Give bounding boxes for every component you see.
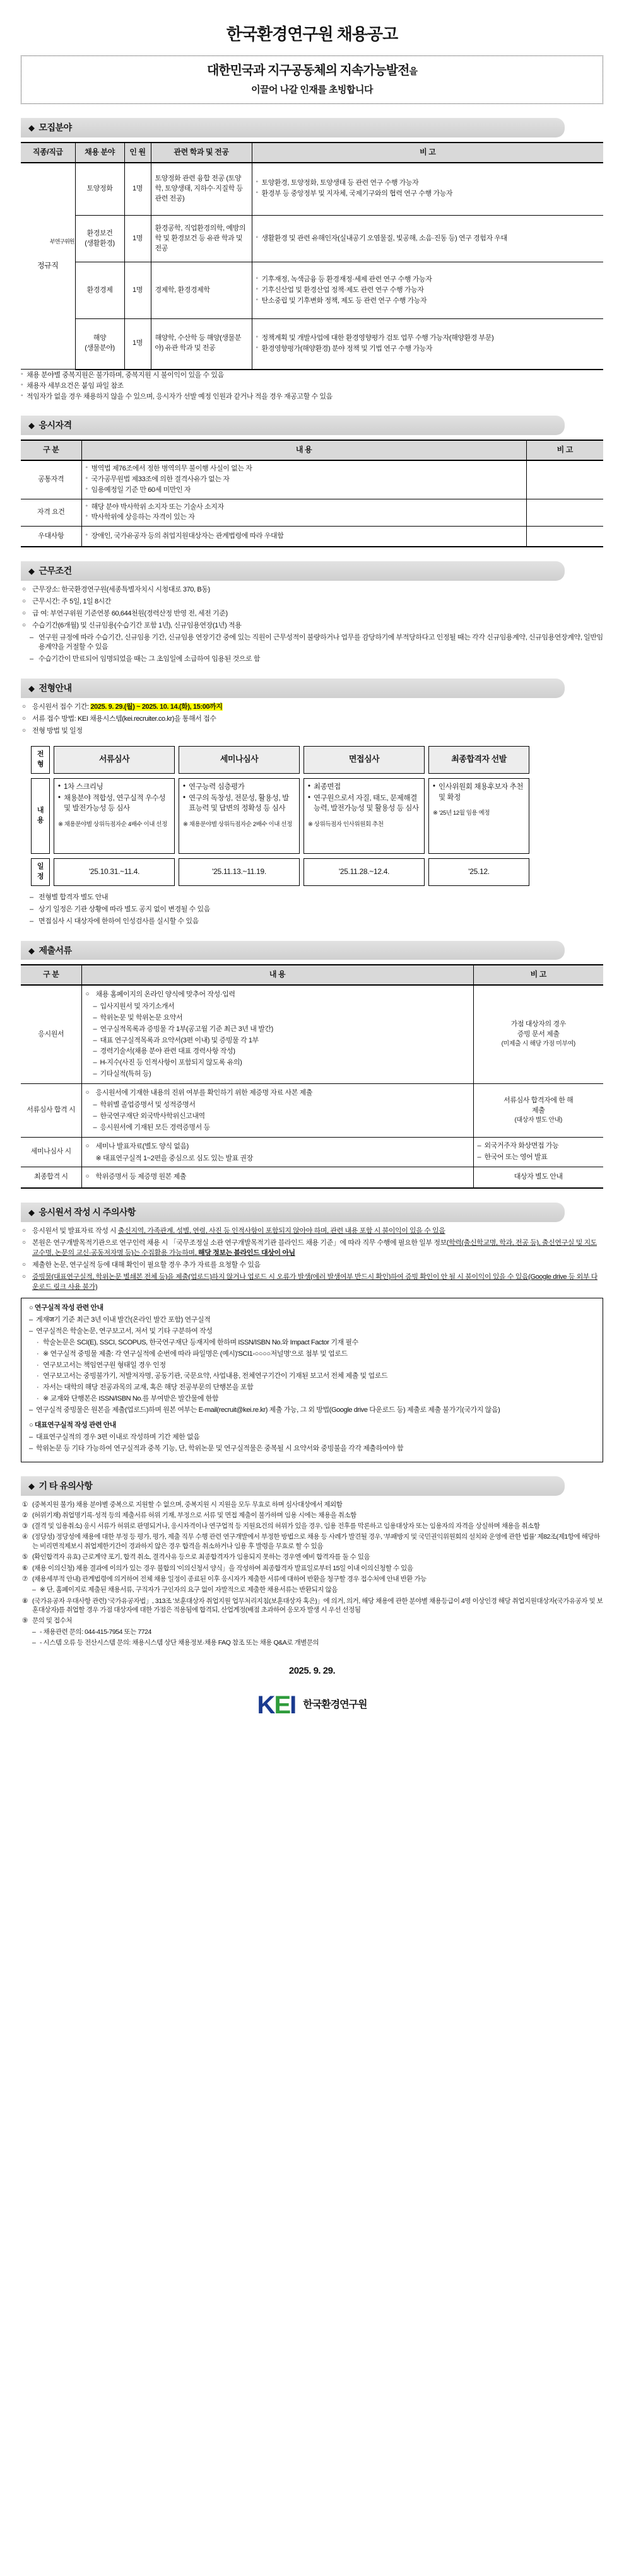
remark-small: (미제출 시 해당 가점 미부여) — [501, 1040, 575, 1048]
doc-sub: – 연구실적목록과 증빙물 각 1부(공고월 기준 최근 3년 내 발간) — [93, 1025, 469, 1035]
cell-remarks: 대상자 별도 안내 — [473, 1167, 603, 1188]
field-value: 해양 — [93, 334, 107, 342]
note-item: ◦ 토양환경, 토양정화, 토양생태 등 관련 연구 수행 가능자 — [256, 178, 600, 189]
cell-content — [81, 1138, 473, 1167]
note-text: (채용 이의신청) 채용 결과에 이의가 있는 경우 불합의 '이의신청서 양식」을 작성하여 최종합격자 발표일로부터 15일 이내 이의신청할 수 있음 — [32, 1564, 413, 1572]
cell-count — [124, 262, 151, 319]
doc-main: ○ 세미나 발표자료(별도 양식 없음) — [86, 1142, 469, 1152]
cell-content — [81, 1084, 473, 1138]
eligibility-table — [21, 440, 603, 547]
condition-subitem: – 연구원 규정에 따라 수습기간, 신규임용 기간, 신규임용 연장기간 중에 있는 직원이 근무성적이 불량하거나 업무를 감당하기에 부적당하다고 인정될 때는 각각 신규임용계약, 신규임용연장계약, 일반임용계약을 거절할 수 있음 — [22, 633, 603, 653]
table-header-row — [21, 965, 603, 984]
flow-content-row — [31, 778, 529, 854]
list-item: ◦ 임용예정일 기준 만 60세 미만인 자 — [86, 486, 522, 496]
process-flow — [27, 742, 603, 890]
research-item: – 게재ज기 기준 최근 3년 이내 발간(온라인 발간 포함) 연구실적 — [29, 1315, 595, 1326]
flow-stage-name: 서류심사 — [54, 746, 175, 774]
cell-notes — [252, 163, 603, 216]
research-subitem: · 학술논문은 SCI(E), SSCI, SCOPUS, 한국연구재단 등재지에 한하며 ISSN/ISBN No.와 Impact Factor 기재 필수 — [29, 1338, 595, 1348]
list-item: ◦ 해당 분야 박사학위 소지자 또는 기술사 소지자 — [86, 503, 522, 513]
flow-stage-content — [303, 778, 425, 854]
note-text: (정당성) 정당성에 채용에 대한 부정 등 평가, 평가, 제출 직무 수행 관련 연구개발에서 부정한 방법으로 채용 등 사례가 발견될 경우, '부패방지 및 국민권익위원회의 설치와 운영에 관한 법률' 제82조(제1항에 해당하는 비리면적제보시 취업제한기간이 경과하지 않은 경우 합격을 취소하거나 임용 후 발령을 무효로 할 수 있음 — [32, 1533, 600, 1551]
caution-item — [22, 1238, 603, 1259]
flow-bullets — [183, 782, 295, 814]
caution-text-underline: 학력(출신학교명, 학과, 전공 등), 출신연구실 및 지도교수명, 논문의 교신·공동저자명 등)는 수집활용 가능하며, — [32, 1239, 598, 1257]
diamond-icon: ◆ — [28, 1208, 35, 1218]
condition-item: ○ 근무장소: 한국환경연구원(세종특별자치시 시청대로 370, B동) — [22, 585, 603, 595]
kei-logo — [257, 1687, 296, 1723]
cell-major — [151, 319, 252, 370]
diamond-icon: ◆ — [28, 1481, 35, 1491]
field-sub-value: (생활환경) — [85, 239, 115, 247]
cell-label: 최종합격 시 — [21, 1167, 81, 1188]
note-number: ③ — [22, 1522, 28, 1530]
cell-label: 서류심사 합격 시 — [21, 1084, 81, 1138]
logo-letter-i: I — [290, 1691, 296, 1719]
cell-notes — [252, 262, 603, 319]
research-box-title-text: 연구실적 작성 관련 안내 — [34, 1303, 103, 1312]
footnote-item: ◦ 적임자가 없을 경우 채용하지 않을 수 있으며, 응시자가 선발 예정 인원과 같거나 적을 경우 재공고할 수 있음 — [21, 392, 603, 402]
cell-notes — [252, 319, 603, 370]
section-title-process: 전형안내 — [38, 683, 72, 694]
col-content: 내 용 — [81, 440, 526, 460]
field-value: 환경경제 — [86, 286, 113, 294]
caution-text: 응시원서 및 발표자료 작성 시 — [32, 1227, 118, 1235]
cell-content — [81, 499, 526, 527]
col-remarks: 비 고 — [473, 965, 603, 984]
note-number: ⑦ — [22, 1575, 28, 1583]
cell-remarks — [526, 460, 603, 499]
note-number: ④ — [22, 1533, 28, 1541]
research-subitem: · 연구보고서는 책임연구원 형태일 경우 인정 — [29, 1361, 595, 1371]
note-text: (결격 및 임용취소) 응시 서류가 허위로 판명되거나, 응시자격이나 연구업적 등 지원요건의 허위가 있을 경우, 임용 전후를 막론하고 임용대상자 또는 임용자의 자격을 상실하며 채용을 취소함 — [32, 1522, 540, 1530]
flow-stage-name: 면접심사 — [303, 746, 425, 774]
caution-text: 제출한 논문, 연구실적 등에 대해 확인이 필요할 경우 추가 자료를 요청할 수 있음 — [32, 1261, 261, 1269]
diamond-icon: ◆ — [28, 123, 35, 133]
others-list — [22, 1500, 603, 1648]
section-heading-cautions — [21, 1203, 565, 1222]
flow-stage-content — [428, 778, 529, 854]
col-job-type: 직종/직급 — [21, 143, 75, 162]
job-rank-label: 부연구위원 — [50, 238, 74, 245]
org-name: 한국환경연구원 — [303, 1699, 367, 1711]
cell-remarks — [473, 1138, 603, 1167]
doc-sub: – 경력기술서(채용 분야 관련 대표 경력사항 작성) — [93, 1047, 469, 1057]
flow-bullet: • 연구능력 심층평가 — [183, 782, 295, 793]
notes-list — [256, 334, 600, 354]
flow-stage-date: '25.11.13.~11.19. — [179, 858, 300, 886]
note-text: (확인합격자 유효) 근로계약 포기, 합격 취소, 결격사유 등으로 최종합격자가 임용되지 못하는 경우엔 예비 합격자를 둘 수 있음 — [32, 1553, 370, 1561]
doc-sub: – 입사지원서 및 자기소개서 — [93, 1002, 469, 1012]
table-row — [21, 319, 603, 370]
list-item: ◦ 병역법 제76조에서 정한 병역의무 불이행 사실이 없는 자 — [86, 464, 522, 474]
flow-note: ※ 채용분야별 상위득점자순 2배수 이내 선정 — [183, 820, 292, 828]
research-item: – 연구실적은 학술논문, 연구보고서, 저서 및 기타 구분하여 작성 — [29, 1327, 595, 1337]
col-remarks: 비 고 — [526, 440, 603, 460]
other-subnote: – - 채용관련 문의: 044-415-7954 또는 7724 — [22, 1628, 603, 1637]
flow-bullet: • 연구의 독창성, 전문성, 활용성, 발표능력 및 답변의 정확성 등 심사 — [183, 793, 295, 814]
col-division: 구 분 — [21, 965, 81, 984]
doc-sub: – 학위별 졸업증명서 및 성적증명서 — [93, 1100, 469, 1110]
cell-major — [151, 163, 252, 216]
other-subnote: – ※ 단, 홈페이지로 제출된 채용서류, 구직자가 구인자의 요구 없이 자발적으로 제출한 채용서류는 반환되지 않음 — [22, 1585, 603, 1595]
flow-note: ※ 채용분야별 상위득점자순 4배수 이내 선정 — [58, 820, 167, 828]
cell-remarks — [473, 985, 603, 1084]
conditions-list — [22, 585, 603, 665]
caution-text-bold: 해당 정보는 블라인드 대상이 아님 — [197, 1249, 295, 1257]
process-footnote: – 면접심사 시 대상자에 한하여 인성검사를 실시할 수 있음 — [22, 917, 603, 927]
condition-item: ○ 수습기간(6개월) 및 신규임용(수습기간 포함 1년), 신규임용연장(1년) 적용 — [22, 621, 603, 631]
note-text: (국가유공자 우대사항 관련) '국가유공자법」, 313조 '보훈대상자 취업지원 업무처리지침(보훈대상자 혹은)」에 의거, 의거, 해당 채용에 관한 분야별 채용등급이 4명 이상인경 해당 취업지원대상자(국가유공자 및 보훈대상자)를 취업할 경우 가점 대상자에 대한 가점은 적용됨에 합격되, 산업계정(배점 초과하여 응모자 발생 시 우선 선정됨 — [32, 1597, 603, 1614]
cell-remarks — [473, 1084, 603, 1138]
process-footnotes — [22, 893, 603, 927]
flow-note: ※ '25년 12월 임용 예정 — [433, 810, 490, 817]
flow-stage-name: 세미나심사 — [179, 746, 300, 774]
section-title-documents: 제출서류 — [38, 945, 72, 955]
circle-icon: ○ — [29, 1303, 33, 1312]
cell-major — [151, 262, 252, 319]
apply-period-label: 응시원서 접수 기간: — [32, 703, 89, 711]
section-title-recruit: 모집분야 — [38, 122, 72, 133]
other-note — [22, 1616, 603, 1626]
remark-dash: – 한국어 또는 영어 발표 — [478, 1153, 600, 1163]
table-row — [21, 1167, 603, 1188]
note-text: (허위기재) 취업명기록·성적 등의 제출서류 허위 기재, 부정으로 서류 및 면접 제출이 불가하며 임용 시에는 채용을 취소함 — [32, 1512, 356, 1520]
job-type-value: 정규직 — [37, 261, 59, 271]
note-number: ① — [22, 1500, 28, 1508]
flow-stage-name: 최종합격자 선발 — [428, 746, 529, 774]
flow-stage-date: '25.12. — [428, 858, 529, 886]
content-list — [86, 532, 522, 542]
apply-period-row — [22, 702, 603, 713]
flow-bullet: • 인사위원회 채용후보자 추천 및 확정 — [433, 782, 525, 803]
flow-row-label-stage: 전형 — [31, 746, 50, 774]
method-label: ○ 전형 방법 및 일정 — [22, 726, 603, 737]
note-number: ⑤ — [22, 1553, 28, 1561]
page-title: 한국환경연구원 채용공고 — [226, 25, 398, 44]
section-heading-documents — [21, 941, 565, 960]
notes-list — [256, 275, 600, 306]
other-note — [22, 1597, 603, 1615]
note-item: ◦ 기후재정, 녹색금융 등 환경재정·세제 관련 연구 수행 가능자 — [256, 275, 600, 285]
footnote-item: ◦ 채용 분야별 중복지원은 불가하며, 중복지원 시 불이익이 있을 수 있음 — [21, 371, 603, 381]
table-row — [21, 216, 603, 262]
table-row — [21, 499, 603, 527]
notes-list — [256, 178, 600, 199]
flow-bullet: • 연구원으로서 자질, 태도, 문제해결 능력, 발전가능성 및 활용성 등 심사 — [308, 793, 420, 814]
circle-icon: ○ — [29, 1421, 33, 1430]
remark-line: 가점 대상자의 경우 — [510, 1020, 566, 1029]
list-item: ◦ 장애인, 국가유공자 등의 취업지원대상자는 관계법령에 따라 우대함 — [86, 532, 522, 542]
doc-sub: – 학위논문 및 학위논문 요약서 — [93, 1013, 469, 1023]
condition-item: ○ 급 여: 부연구위원 기준연봉 60,644천원(경력산정 반영 전, 세전 기준) — [22, 609, 603, 619]
caution-item — [22, 1261, 603, 1271]
submit-method: ○ 서류 접수 방법: KEI 채용시스템(kei.recruiter.co.kr)을 통해서 접수 — [22, 714, 603, 725]
cell-content — [81, 1167, 473, 1188]
cell-label: 세미나심사 시 — [21, 1138, 81, 1167]
table-row — [21, 262, 603, 319]
flow-row-label-content: 내용 — [31, 778, 50, 854]
flow-note: ※ 상위득점자 인사위원회 추천 — [308, 820, 384, 828]
doc-star: ※ 대표연구실적 1~2편을 중심으로 심도 있는 발표 권장 — [95, 1154, 253, 1162]
flow-bullets — [433, 782, 525, 803]
cell-major — [151, 216, 252, 262]
note-item: ◦ 환경영향평가(해양환경) 분야 정책 및 기법 연구 수행 가능자 — [256, 344, 600, 354]
note-number: ⑧ — [22, 1597, 28, 1605]
logo-letter-e: E — [274, 1691, 290, 1719]
org-name-block — [303, 1698, 367, 1712]
note-number: ⑥ — [22, 1564, 28, 1572]
condition-item: ○ 근무시간: 주 5일, 1일 8시간 — [22, 597, 603, 607]
subtitle-particle: 을 — [409, 66, 418, 76]
cell-label: 우대사항 — [21, 527, 81, 547]
note-number: ⑨ — [22, 1617, 28, 1625]
research-subitem: · ※ 연구실적 중빙물 제출: 각 연구실적에 순번에 따라 파일명은 (예시)'SCI1-○○○○저널명'으로 첨부 및 업로드 — [29, 1349, 595, 1360]
cell-remarks — [526, 527, 603, 547]
remark-small: (대상자 별도 안내) — [514, 1116, 562, 1124]
doc-sub: – 기타실적(특허 등) — [93, 1069, 469, 1080]
section-title-conditions: 근무조건 — [38, 565, 72, 576]
section-heading-conditions — [21, 561, 565, 581]
remark-dash: – 외국거주자 화상면접 가능 — [478, 1141, 600, 1151]
doc-sub: – H-지수(사진 등 인적사항이 포함되지 않도록 유의) — [93, 1058, 469, 1068]
count-value: 1명 — [132, 339, 143, 347]
cell-label: 자격 요건 — [21, 499, 81, 527]
flow-bullet: • 1차 스크리닝 — [58, 782, 170, 793]
cell-job-type — [21, 163, 75, 370]
process-flow-table — [27, 742, 533, 890]
caution-text-underline: 출신지역, 가족관계, 성별, 연령, 사진 등 인적사항이 포함되지 않아야 하며, 관련 내용 포함 시 불이익이 있을 수 있음 — [118, 1227, 445, 1235]
flow-stage-date: '25.11.28.~12.4. — [303, 858, 425, 886]
diamond-icon: ◆ — [28, 566, 35, 576]
cell-notes — [252, 216, 603, 262]
section-title-others: 기 타 유의사항 — [38, 1481, 93, 1491]
recruit-table — [21, 142, 603, 370]
research-item: – 연구실적 중빙물은 원본을 제출(업로드)하며 원본 여부는 E-mail(recruit@kei.re.kr) 제출 가능, 그 외 방법(Google drive 다운로드 등) 제출로 제출 불가기(국가지 않음) — [29, 1406, 595, 1416]
subtitle-line-2: 이끌어 나갈 인재를 초빙합니다 — [251, 84, 373, 95]
table-header-row — [21, 440, 603, 460]
cell-count — [124, 319, 151, 370]
notes-list — [256, 234, 600, 244]
other-note — [22, 1575, 603, 1584]
note-item: ◦ 탄소중립 및 기후변화 정책, 제도 등 관련 연구 수행 가능자 — [256, 296, 600, 306]
remark-line: 증빙 문서 제출 — [517, 1030, 560, 1039]
content-list — [86, 503, 522, 523]
table-row — [21, 163, 603, 216]
cell-count — [124, 216, 151, 262]
table-row — [21, 527, 603, 547]
footnote-item: ◦ 채용자 세부요건은 붙임 파일 참조 — [21, 382, 603, 392]
diamond-icon: ◆ — [28, 684, 35, 694]
note-item: ◦ 생활환경 및 관련 유해인자(실내공기 오염물질, 빛공해, 소음·진동 등) 연구 경험자 우대 — [256, 234, 600, 244]
other-note — [22, 1564, 603, 1573]
field-value: 토양정화 — [86, 184, 113, 192]
col-major: 관련 학과 및 전공 — [151, 143, 252, 162]
count-value: 1명 — [132, 286, 143, 294]
table-row — [21, 985, 603, 1084]
cell-field — [75, 216, 124, 262]
other-subnote: – - 시스템 오류 등 전산시스템 문의: 채용시스템 상단 채용정보·채용 FAQ 참조 또는 채용 Q&A로 개별문의 — [22, 1638, 603, 1648]
section-title-eligibility: 응시자격 — [38, 420, 72, 431]
doc-sub: – 응시원서에 기재된 모든 경력증명서 등 — [93, 1123, 469, 1133]
section-title-cautions: 응시원서 작성 시 주의사항 — [38, 1207, 136, 1218]
cell-content — [81, 985, 473, 1084]
table-row — [21, 1084, 603, 1138]
note-text: (중복지원 불가) 채용 분야별 중복으로 지원할 수 없으며, 중복지원 시 지원을 모두 무효로 하며 심사대상에서 제외함 — [32, 1500, 343, 1508]
cell-field — [75, 319, 124, 370]
research-record-box — [21, 1298, 603, 1462]
note-number: ② — [22, 1512, 28, 1520]
section-heading-eligibility — [21, 416, 565, 435]
research-subitem: · 연구보고서는 중빙불가기, 저발저자명, 공동기관, 국문요약, 사업내용, 전체연구기간이 기재된 보고서 전체 제출 및 업로드 — [29, 1372, 595, 1382]
col-count: 인 원 — [124, 143, 151, 162]
note-item: ◦ 기후신산업 및 환경산업 정책·제도 관련 연구 수행 가능자 — [256, 286, 600, 296]
note-text: (채용세부적 안내) 관계법령에 의거하여 전체 채용 일정이 종료된 이후 응시자가 제출한 서류에 대하여 반환을 청구할 경우 접수처에 안내 반환 가능 — [32, 1575, 427, 1583]
table-row — [21, 460, 603, 499]
process-intro — [22, 702, 603, 737]
flow-row-label-schedule: 일정 — [31, 858, 50, 886]
remark-line: 제출 — [532, 1106, 545, 1114]
doc-sub: – 대표 연구실적목록과 요약서(3편 이내) 및 증빙물 각 1부 — [93, 1036, 469, 1046]
logo-letter-k: K — [257, 1691, 274, 1719]
count-value: 1명 — [132, 184, 143, 192]
cell-label: 응시원서 — [21, 985, 81, 1084]
major-value: 환경공학, 직업환경의학, 예방의학 및 환경보건 등 유관 학과 및 전공 — [155, 224, 246, 252]
flow-stage-content — [179, 778, 300, 854]
flow-stage-content — [54, 778, 175, 854]
diamond-icon: ◆ — [28, 421, 35, 431]
other-note — [22, 1511, 603, 1520]
major-value: 해양학, 수산학 등 해양(생물분야) 유관 학과 및 전공 — [155, 334, 242, 353]
cell-field — [75, 163, 124, 216]
cell-field — [75, 262, 124, 319]
documents-table — [21, 964, 603, 1189]
subtitle-main: 대한민국과 지구공동체의 지속가능발전 — [206, 63, 409, 78]
cautions-list — [22, 1227, 603, 1293]
major-value: 경제학, 환경경제학 — [155, 286, 210, 294]
col-field: 채용 분야 — [75, 143, 124, 162]
subtitle-line-1 — [21, 62, 603, 80]
unpublished-item: – 학위논문 등 기타 가능하여 연구실적과 중복 기능, 단, 학위논문 및 연구실적물은 중복될 시 요약서와 중빙불을 각각 제출하여야 함 — [29, 1444, 595, 1454]
diamond-icon: ◆ — [28, 945, 35, 955]
cell-count — [124, 163, 151, 216]
unpublished-box-title-text: 대표연구실적 작성 관련 안내 — [34, 1421, 116, 1430]
list-item: ◦ 박사학위에 상응하는 자격이 있는 자 — [86, 513, 522, 523]
flow-stage-date: '25.10.31.~11.4. — [54, 858, 175, 886]
list-item: ◦ 국가공무원법 제33조에 의한 결격사유가 없는 자 — [86, 475, 522, 485]
research-subitem: · 자서는 대학의 해당 전공과목의 교재, 혹은 해당 전공부문의 단행본을 포함 — [29, 1383, 595, 1393]
field-sub-value: (생물분야) — [85, 344, 115, 353]
field-value: 환경보건 — [86, 229, 113, 237]
flow-bullets — [58, 782, 170, 814]
other-note — [22, 1522, 603, 1531]
flow-schedule-row — [31, 858, 529, 886]
other-note — [22, 1500, 603, 1510]
process-footnote: – 전형별 합격자 별도 안내 — [22, 893, 603, 903]
subtitle-box — [21, 55, 603, 105]
note-text: 문의 및 접수처 — [32, 1617, 73, 1625]
cell-label: 공통자격 — [21, 460, 81, 499]
col-division: 구 분 — [21, 440, 81, 460]
research-subitem: · ※ 교재와 단행본은 ISSN/ISBN No.를 부여받은 발간물에 한함 — [29, 1394, 595, 1404]
remark-line: 서류심사 합격자에 한 해 — [503, 1096, 574, 1104]
footer-logo — [21, 1687, 603, 1730]
other-note — [22, 1532, 603, 1551]
condition-subitem: – 수습기간이 만료되어 임명되었을 때는 그 초임일에 소급하여 임용된 것으로 함 — [22, 655, 603, 665]
major-value: 토양정화 관련 융합 전공 (토양학, 토양생태, 지하수·지질학 등 관련 전공) — [155, 175, 243, 202]
table-header-row — [21, 143, 603, 162]
unpublished-item: – 대표연구실적의 경우 3편 이내로 작성하며 기간 제한 없음 — [29, 1433, 595, 1443]
research-box-title — [29, 1303, 595, 1314]
doc-main: ○ 학위증명서 등 제증명 원본 제출 — [86, 1172, 469, 1182]
apply-period-value: 2025. 9. 29.(월) ~ 2025. 10. 14.(화), 15:00까지 — [90, 703, 223, 711]
table-row — [21, 1138, 603, 1167]
cell-content — [81, 527, 526, 547]
doc-sub: – 한국연구재단 외국박사학위신고내역 — [93, 1112, 469, 1122]
doc-main: ○ 채용 홈페이지의 온라인 양식에 맞추어 작성·입력 — [86, 990, 469, 1000]
caution-item — [22, 1227, 603, 1237]
caution-text-underline: 증빙물(대표연구실적, 학위논문 별쇄본 전체 등)을 제출(업로드)하지 않거나 업로드 시 오류가 발생(에러 발생여부 반드시 확인)하여 증빙 확인이 안 될 시 불이익이 있을 수 있음(Google drive 등 외부 다운로드 링크 사용 불가) — [32, 1273, 598, 1291]
recruit-footnotes — [21, 371, 603, 402]
flow-header-row — [31, 746, 529, 774]
flow-bullet: • 채용분야 적합성, 연구실적 우수성 및 발전가능성 등 심사 — [58, 793, 170, 814]
section-heading-process — [21, 679, 565, 698]
col-content: 내 용 — [81, 965, 473, 984]
section-heading-others — [21, 1476, 565, 1496]
caution-text: 본원은 연구개발목적기관으로 연구인력 채용 시 「국무조정실 소관 연구개발목적기관 블라인드 채용 기준」에 따라 직무 수행에 필요한 일부 정보( — [32, 1239, 449, 1247]
flow-bullets — [308, 782, 420, 814]
other-note — [22, 1553, 603, 1562]
count-value: 1명 — [132, 234, 143, 242]
cell-remarks — [526, 499, 603, 527]
content-list — [86, 464, 522, 496]
cell-content — [81, 460, 526, 499]
doc-main: ○ 응시원서에 기재한 내용의 진위 여부를 확인하기 위한 제증명 자료 사본 제출 — [86, 1088, 469, 1099]
process-footnote: – 상기 일정은 기관 상황에 따라 별도 공지 없이 변경될 수 있음 — [22, 905, 603, 915]
unpublished-box-title — [29, 1421, 595, 1431]
flow-bullet: • 최종면접 — [308, 782, 420, 793]
section-heading-recruit — [21, 118, 565, 137]
note-item: ◦ 환경부 등 중앙정부 및 지자체, 국제기구와의 협력 연구 수행 가능자 — [256, 189, 600, 199]
announcement-date: 2025. 9. 29. — [288, 1665, 336, 1677]
col-notes: 비 고 — [252, 143, 603, 162]
note-item: ◦ 정책계획 및 개발사업에 대한 환경영향평가 검토 업무 수행 가능자(해양환경 부문) — [256, 334, 600, 344]
caution-item — [22, 1273, 603, 1293]
